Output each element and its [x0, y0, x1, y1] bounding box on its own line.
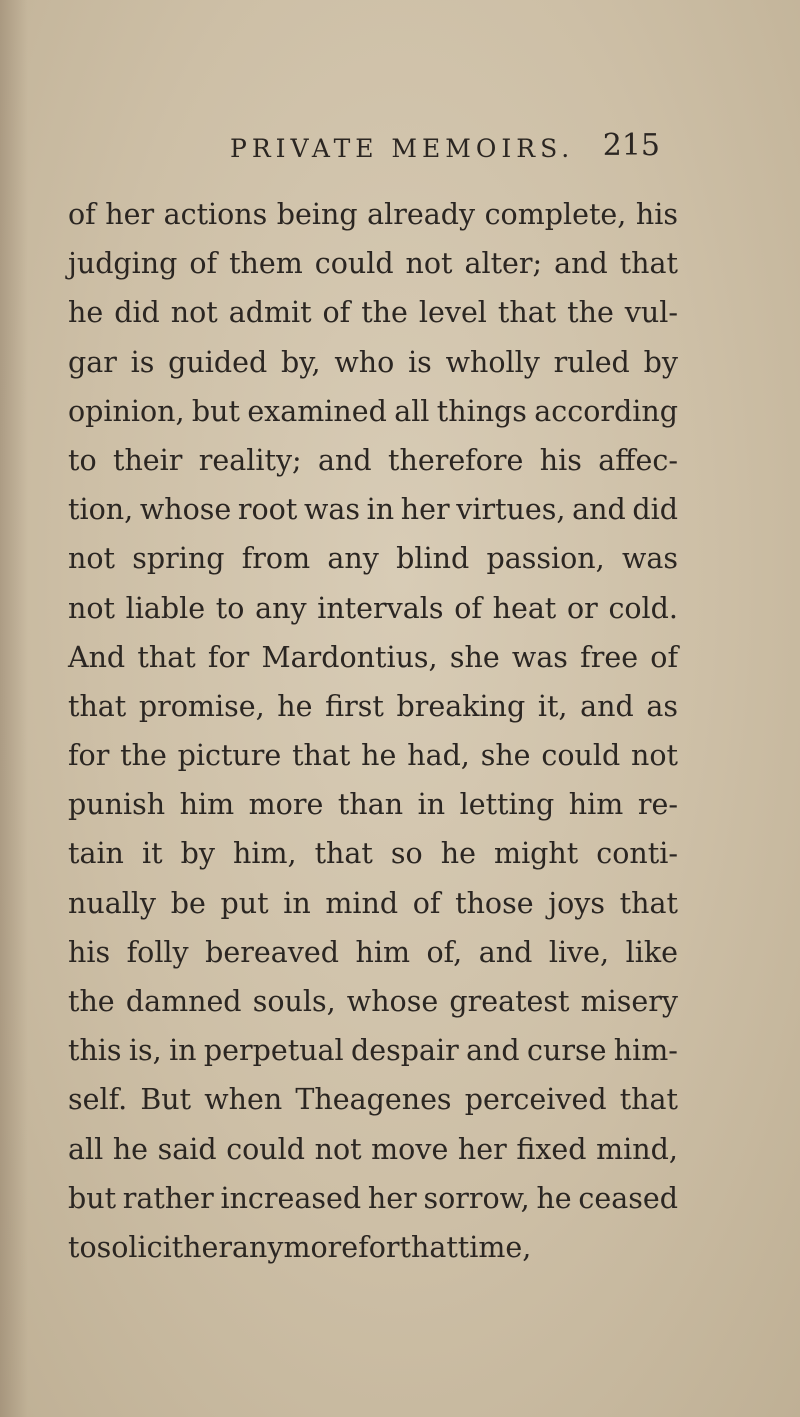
word: fixed	[516, 1132, 587, 1166]
text-line	[68, 534, 678, 583]
word: solicit	[96, 1230, 184, 1264]
text-line	[68, 584, 678, 633]
text-line	[68, 288, 678, 337]
word: whose	[139, 493, 232, 527]
word: Mardontius,	[261, 640, 438, 674]
word: actions	[163, 198, 268, 231]
word: not	[68, 542, 115, 576]
word: that	[497, 296, 557, 330]
text-line	[68, 436, 678, 485]
word: that	[619, 886, 678, 920]
word: of	[322, 296, 351, 330]
text-line	[68, 682, 678, 731]
word: examined	[247, 394, 387, 428]
word: than	[337, 788, 404, 822]
word: sorrow,	[423, 1181, 530, 1215]
word: of	[650, 640, 678, 674]
word: by,	[280, 345, 321, 379]
word: more	[248, 788, 324, 822]
word: time,	[457, 1230, 532, 1264]
word: in	[366, 493, 395, 527]
word: she	[480, 739, 531, 773]
word: spring	[132, 542, 225, 576]
word: breaking	[396, 689, 526, 723]
word: and	[554, 247, 608, 281]
word: ceased	[578, 1181, 678, 1215]
word: could	[226, 1132, 306, 1166]
page-header	[230, 128, 660, 178]
word: mind,	[596, 1132, 678, 1166]
word: that	[137, 640, 196, 674]
word: by	[180, 837, 215, 871]
text-line	[68, 1174, 678, 1223]
word: root	[237, 493, 298, 527]
text-line	[68, 485, 678, 534]
word: and	[466, 1034, 520, 1068]
word: heat	[492, 591, 557, 625]
word: her	[367, 1181, 417, 1215]
word: put	[220, 886, 269, 920]
word: intervals	[317, 591, 444, 625]
word: to	[215, 591, 245, 625]
page-number: 215	[602, 128, 660, 163]
word: of	[68, 198, 96, 231]
word: tion,	[68, 493, 134, 527]
word: folly	[126, 935, 189, 969]
word: increased	[220, 1181, 362, 1215]
running-title: PRIVATE MEMOIRS.	[230, 134, 575, 163]
word: it	[141, 837, 163, 871]
word: their	[113, 443, 183, 477]
word: from	[241, 542, 311, 576]
word: was	[621, 542, 678, 576]
word: in	[283, 886, 311, 920]
word: was	[511, 640, 568, 674]
word: was	[303, 493, 360, 527]
word: that	[68, 689, 127, 723]
word: but	[191, 394, 240, 428]
word: wholly	[445, 345, 540, 379]
word: And	[68, 640, 126, 674]
text-line	[68, 1075, 678, 1124]
word: of	[412, 886, 441, 920]
word: for	[207, 640, 250, 674]
word: be	[170, 886, 206, 920]
word: when	[204, 1083, 283, 1117]
word: that	[619, 1083, 678, 1117]
text-line	[68, 879, 678, 928]
page-fold-shadow	[0, 0, 28, 1417]
word: as	[646, 689, 678, 723]
word: that	[399, 1230, 458, 1264]
word: whose	[346, 985, 439, 1018]
word: by	[643, 345, 678, 379]
word: and	[580, 689, 634, 723]
word: move	[371, 1132, 449, 1166]
word: level	[418, 296, 487, 330]
word: to	[68, 1230, 97, 1264]
word: that	[619, 247, 678, 281]
word: him	[355, 935, 410, 969]
word: judging	[68, 247, 178, 281]
word: any	[327, 542, 379, 576]
word: live,	[548, 935, 610, 969]
word: or	[566, 591, 598, 625]
word: to	[68, 443, 97, 477]
word: therefore	[388, 443, 524, 477]
word: so	[390, 837, 423, 871]
word: he	[536, 1181, 572, 1215]
word: like	[625, 935, 678, 969]
word: according	[534, 394, 678, 428]
text-line	[68, 1223, 678, 1272]
word: greatest	[449, 985, 570, 1018]
word: Theagenes	[295, 1083, 452, 1117]
text-line	[68, 633, 678, 682]
word: him	[568, 788, 624, 822]
word: promise,	[138, 689, 265, 723]
word: liable	[125, 591, 206, 625]
word: joys	[548, 886, 605, 920]
word: in	[417, 788, 446, 822]
word: did	[632, 493, 678, 527]
word: the	[567, 296, 614, 330]
word: perpetual	[203, 1034, 344, 1068]
word: tain	[68, 837, 124, 871]
word: not	[170, 296, 218, 330]
text-line	[68, 387, 678, 436]
word: who	[334, 345, 395, 379]
word: perceived	[464, 1083, 607, 1117]
word: and	[572, 493, 626, 527]
word: him	[179, 788, 235, 822]
word: this	[68, 1034, 122, 1068]
word: them	[229, 247, 303, 281]
word: is	[408, 345, 432, 379]
word: alter;	[464, 247, 543, 281]
word: nually	[68, 886, 157, 920]
word: might	[494, 837, 579, 871]
word: cold.	[608, 591, 678, 625]
word: he	[361, 739, 397, 773]
word: of	[189, 247, 218, 281]
text-line	[68, 829, 678, 878]
word: did	[114, 296, 160, 330]
word: him,	[233, 837, 297, 871]
word: the	[120, 739, 167, 773]
word: he	[277, 689, 313, 723]
text-line	[68, 928, 678, 977]
text-line	[68, 780, 678, 829]
word: his	[635, 198, 678, 231]
word: re-	[637, 788, 678, 822]
word: rather	[122, 1181, 214, 1215]
word: the	[361, 296, 408, 330]
word: could	[314, 247, 394, 281]
word: her	[183, 1230, 233, 1264]
word: conti-	[596, 837, 678, 871]
word: it,	[537, 689, 568, 723]
word: being	[276, 198, 358, 231]
word: vul-	[624, 296, 678, 330]
word: blind	[396, 542, 470, 576]
word: mind	[325, 886, 399, 920]
word: and	[478, 935, 533, 969]
word: complete,	[484, 198, 627, 231]
word: could	[541, 739, 621, 773]
word: her	[400, 493, 450, 527]
word: opinion,	[68, 394, 185, 428]
word: his	[539, 443, 582, 477]
body-text	[68, 190, 678, 1272]
word: any	[255, 591, 307, 625]
word: she	[449, 640, 500, 674]
text-line	[68, 190, 678, 239]
word: misery	[580, 985, 678, 1018]
word: guided	[168, 345, 268, 379]
word: ruled	[553, 345, 630, 379]
text-line	[68, 239, 678, 288]
word: had,	[407, 739, 470, 773]
word: despair	[351, 1034, 459, 1068]
word: he	[68, 296, 104, 330]
word: he	[112, 1132, 149, 1166]
word: that	[314, 837, 373, 871]
word: reality;	[198, 443, 302, 477]
word: but	[68, 1181, 117, 1215]
word: his	[68, 935, 111, 969]
word: first	[325, 689, 384, 723]
word: not	[314, 1132, 362, 1166]
word: not	[405, 247, 453, 281]
word: already	[367, 198, 476, 231]
word: damned	[125, 985, 242, 1018]
word: free	[580, 640, 639, 674]
word: not	[68, 591, 115, 625]
word: things	[436, 394, 527, 428]
word: more	[283, 1230, 359, 1264]
word: gar	[68, 345, 117, 379]
word: for	[358, 1230, 400, 1264]
word: picture	[177, 739, 282, 773]
word: said	[157, 1132, 217, 1166]
word: curse	[527, 1034, 607, 1068]
text-line	[68, 338, 678, 387]
word: all	[394, 394, 430, 428]
text-line	[68, 1125, 678, 1174]
word: all	[68, 1132, 104, 1166]
word: is	[130, 345, 155, 379]
word: virtues,	[456, 493, 566, 527]
word: in	[169, 1034, 197, 1068]
word: self.	[68, 1083, 128, 1117]
word: the	[68, 985, 115, 1018]
word: bereaved	[205, 935, 339, 969]
word: of,	[426, 935, 463, 969]
word: souls,	[252, 985, 336, 1018]
text-line	[68, 731, 678, 780]
word: her	[457, 1132, 507, 1166]
word: not	[631, 739, 678, 773]
word: admit	[228, 296, 312, 330]
word: letting	[459, 788, 555, 822]
word: those	[455, 886, 534, 920]
word: is,	[128, 1034, 162, 1068]
word: any	[232, 1230, 284, 1264]
word: he	[440, 837, 476, 871]
word: him-	[613, 1034, 678, 1068]
word: But	[140, 1083, 192, 1117]
word: for	[68, 739, 110, 773]
word: and	[318, 443, 372, 477]
word: her	[105, 198, 155, 231]
text-line	[68, 977, 678, 1026]
word: of	[454, 591, 482, 625]
text-line	[68, 1026, 678, 1075]
word: that	[292, 739, 351, 773]
word: passion,	[486, 542, 605, 576]
word: affec-	[598, 443, 678, 477]
word: punish	[68, 788, 166, 822]
